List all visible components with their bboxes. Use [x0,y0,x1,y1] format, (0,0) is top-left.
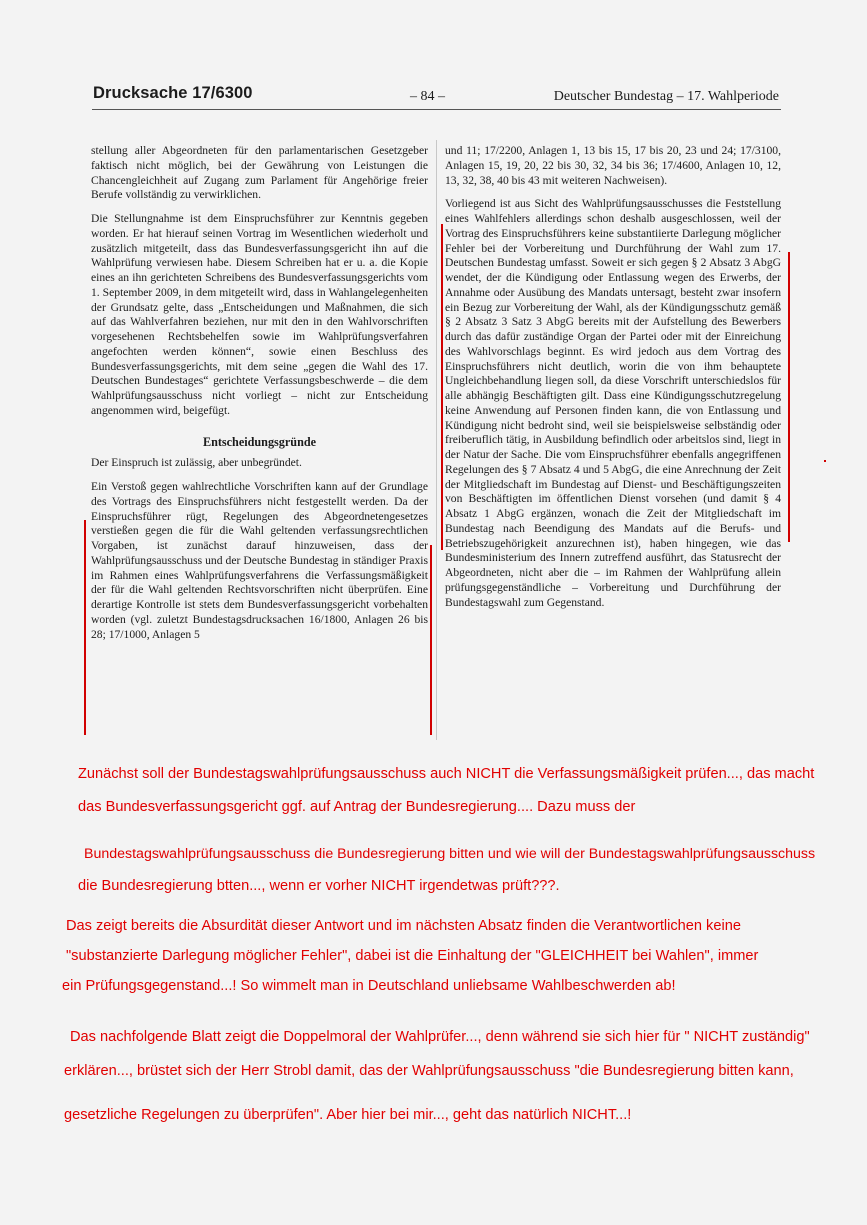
paragraph: Vorliegend ist aus Sicht des Wahlprüfungsausschusses die Feststellung eines Wahlfehlers allerdings schon deshalb ausgeschlossen, weil der Vortrag des Einspruchsführers keine substantiierte Darlegung möglicher Fehler bei der Vorbereitung und Durchführung der Wahl zum 17. Deutschen Bundestag umfasst. Soweit er sich gegen § 2 Absatz 3 AbgG wendet, der die Kündigung oder Entlassung wegen des Erwerbs, der Annahme oder Ausübung des Mandats untersagt, besteht zwar insofern ein Bezug zur Vorbereitung der Wahl, als der Kündigungsschutz gemäß § 2 Absatz 3 Satz 3 AbgG bereits mit der Aufstellung des Bewerbers durch das dafür zuständige Organ der Partei oder mit der Einreichung des Wahlvorschlags beginnt. Es wird jedoch aus dem Vortrag des Einspruchsführers nicht deutlich, worin die von ihm behauptete Ungleichbehandlung liegen soll, da diese Vorschrift unterschiedslos für alle abhängig Beschäftigten gilt. Dass eine Kündigungsschutzregelung keine Anwendung auf Personen finden kann, die von Entlassung und Kündigung nicht bedroht sind, weil sie beispielsweise selbständig oder freiberuflich tätig, in Ausbildung befindlich oder arbeitslos sind, liegt in der Natur der Sache. Die vom Einspruchsführer ebenfalls angegriffenen Regelungen des § 7 Absatz 4 und 5 AbgG, die eine Anrechnung der Zeit der Mitgliedschaft im Bundestag auf Dienst- und Beschäftigungszeiten von Beschäftigten im öffentlichen Dienst vorsehen (und damit § 4 Absatz 1 AbgG ergänzen, wonach die Zeit der Mitgliedschaft im Bundestag nach Beendigung des Mandats auf die Berufs- und Betriebszugehörigkeit anzurechnen ist), haben hingegen, wie das Bundesministerium des Innern zutreffend ausführt, das Statusrecht der Abgeordneten, nicht aber die – im Rahmen der Wahlprüfung allein prüfungsgegenständliche – Vorbereitung und Durchführung der Bundestagswahl zum Gegenstand. [445,197,781,609]
annotation-line: Zunächst soll der Bundestagswahlprüfungsausschuss auch NICHT die Verfassungsmäßigkeit prüfen..., das macht [78,766,815,782]
paragraph: Ein Verstoß gegen wahlrechtliche Vorschriften kann auf der Grundlage des Vortrags des Einspruchsführers nicht festgestellt werden. Da der Einspruchsführer rügt, Regelungen des Abgeordnetengesetzes verstießen gegen die für die Wahl geltenden verfassungsrechtlichen Vorgaben, ist zunächst darauf hinzuweisen, dass der Wahlprüfungsausschuss und der Deutsche Bundestag in ständiger Praxis im Rahmen eines Wahlprüfungsverfahrens die Verfassungsmäßigkeit der für die Wahl geltenden Rechtsvorschriften nicht überprüfen. Eine derartige Kontrolle ist stets dem Bundesverfassungsgericht vorbehalten worden (vgl. zuletzt Bundestagsdrucksachen 16/1800, Anlagen 26 bis 28; 17/1000, Anlagen 5 [91,480,428,641]
paragraph: Die Stellungnahme ist dem Einspruchsführer zur Kenntnis gegeben worden. Er hat hierauf seinen Vortrag im Wesentlichen wiederholt und zusätzlich mitgeteilt, dass das Bundesverfassungsgericht ihn auf die Wahlprüfung verwiesen habe. Diesem Schreiben hat er u. a. die Kopie eines an ihn gerichteten Schreibens des Bundesverfassungsgerichts vom 1. September 2009, in dem mitgeteilt wird, dass in Wahlangelegenheiten der Grundsatz gelte, dass „Entscheidungen und Maßnahmen, die sich auf das Wahlverfahren beziehen, nur mit den in den Wahlvorschriften vorgesehenen Rechtsbehelfen sowie im Wahlprüfungsverfahren angefochten werden können“, sowie einen Beschluss des Bundesverfassungsgerichts, mit dem seine „gegen die Wahl des 17. Deutschen Bundestages“ gerichtete Verfassungsbeschwerde – die dem Wahlprüfungsausschuss nicht vorliegt – nicht zur Entscheidung angenommen wird, beigefügt. [91,212,428,417]
document-number: Drucksache 17/6300 [93,84,253,102]
annotation-line: Das nachfolgende Blatt zeigt die Doppelmoral der Wahlprüfer..., denn während sie sich hier für " NICHT zuständig" [70,1029,810,1045]
section-title: Entscheidungsgründe [202,434,317,449]
annotation-line: gesetzliche Regelungen zu überprüfen". Aber hier bei mir..., geht das natürlich NICHT...! [64,1107,632,1123]
annotation-line: das Bundesverfassungsgericht ggf. auf Antrag der Bundesregierung.... Dazu muss der [78,799,636,815]
paragraph: stellung aller Abgeordneten für den parlamentarischen Gesetzgeber faktisch nicht möglich, bei der Gewährung von Leistungen die Chancengleichheit auf Zugang zum Parlament für Angehörige freier Berufe vollständig zu verwirklichen. [91,144,428,202]
margin-highlight-bar [84,520,86,735]
annotation-line: ein Prüfungsgegenstand...! So wimmelt man in Deutschland unliebsame Wahlbeschwerden ab! [62,978,676,994]
annotation-line: Das zeigt bereits die Absurdität dieser Antwort und im nächsten Absatz finden die Verantwortlichen keine [66,918,741,934]
annotation-line: die Bundesregierung btten..., wenn er vorher NICHT irgendetwas prüft???. [78,878,560,894]
page-number: – 84 – [410,89,445,104]
paragraph: und 11; 17/2200, Anlagen 1, 13 bis 15, 17 bis 20, 23 und 24; 17/3100, Anlagen 15, 19, 20, 22 bis 30, 32, 34 bis 36; 17/4600, Anlagen 10, 12, 13, 32, 38, 40 bis 43 mit weiteren Nachweisen). [445,144,781,187]
annotation-line: erklären..., brüstet sich der Herr Strobl damit, das der Wahlprüfungsausschuss "die Bundesregierung bitten kann, [64,1063,794,1079]
margin-highlight-bar [430,545,432,735]
annotation-line: "substanzierte Darlegung möglicher Fehler", dabei ist die Einhaltung der "GLEICHHEIT bei Wahlen", immer [66,948,759,964]
publisher-line: Deutscher Bundestag – 17. Wahlperiode [553,89,779,104]
annotation-line: Bundestagswahlprüfungsausschuss die Bundesregierung bitten und wie will der Bundestagswahlprüfungsausschuss [84,846,816,862]
paragraph: Der Einspruch ist zulässig, aber unbegründet. [91,456,302,470]
